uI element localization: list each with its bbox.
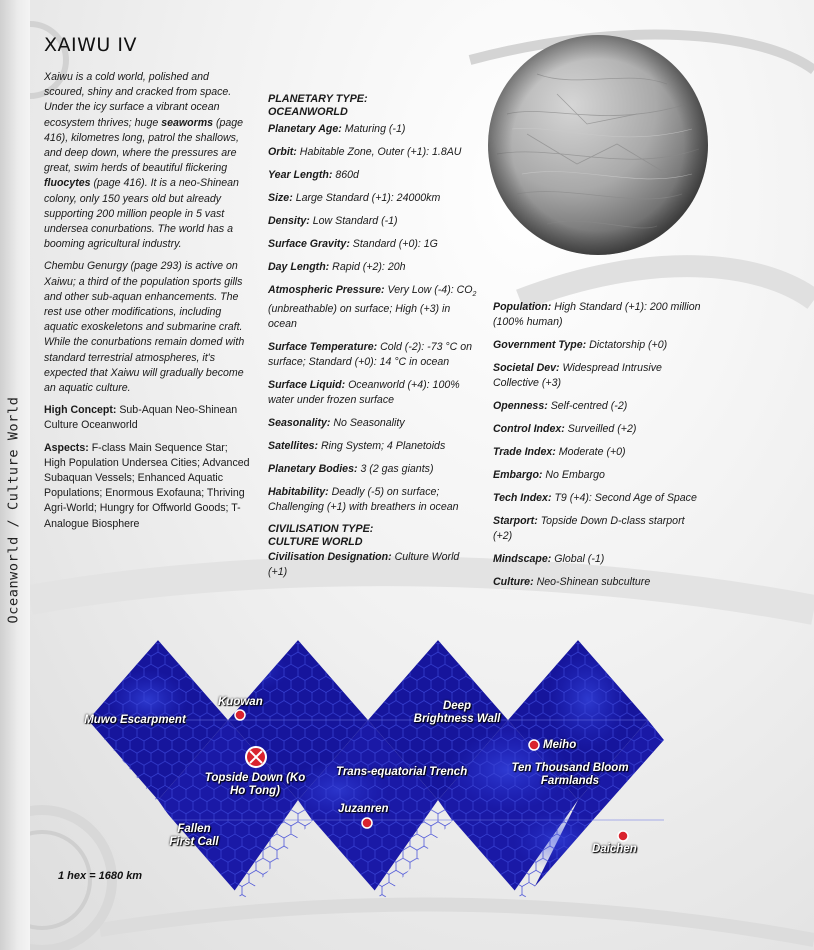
fluocytes-term: fluocytes: [44, 177, 91, 190]
map-label-trench: Trans-equatorial Trench: [336, 766, 468, 778]
stat-planetary-bodies: Planetary Bodies: 3 (2 gas giants): [268, 463, 434, 476]
stat-culture: Culture: Neo-Shinean subculture: [493, 576, 651, 588]
juzanren-marker: [362, 818, 372, 828]
civilisation-type-heading: CIVILISATION TYPE: CULTURE WORLD: [268, 523, 374, 548]
stat-satellites: Satellites: Ring System; 4 Planetoids: [268, 440, 446, 453]
stat-size: Size: Large Standard (+1): 24000km: [268, 192, 441, 204]
high-concept: High Concept: Sub-Aquan Neo-Shinean Culture Oceanworld: [44, 404, 238, 432]
stat-government-type: Government Type: Dictatorship (+0): [493, 339, 668, 351]
sidebar-category-label: Oceanworld / Culture World: [5, 396, 22, 624]
stat-population: Population: High Standard (+1): 200 million (100% human): [493, 301, 701, 328]
stat-density: Density: Low Standard (-1): [268, 215, 398, 227]
stat-planetary-age: Planetary Age: Maturing (-1): [268, 123, 406, 135]
stat-tech-index: Tech Index: T9 (+4): Second Age of Space: [493, 492, 697, 504]
stat-surface-temperature: Surface Temperature: Cold (-2): -73 °C on surface; Standard (+0): 14 °C in ocean: [268, 341, 473, 369]
planetary-type-heading: PLANETARY TYPE: OCEANWORLD: [268, 93, 368, 118]
meiho-marker: [529, 740, 539, 750]
map-label-kuowan: Kuowan: [218, 696, 263, 708]
map-label-fallen-first-call: Fallen First Call: [169, 823, 219, 848]
map-label-daichen: Daichen: [592, 843, 637, 855]
stat-control-index: Control Index: Surveilled (+2): [493, 423, 637, 435]
stat-habitability: Habitability: Deadly (-5) on surface; Challenging (+1) with breathers in ocean: [268, 486, 459, 514]
daichen-marker: [618, 831, 628, 841]
intro-paragraph: Xaiwu is a cold world, polished and scoured, shiny and cracked from space. Under the icy surface a vibrant ocean ecosystem thrives; huge seaworms (page 416), kilometres long, patrol the shallows, and deep down, where the pressures are great, swim herds of beautiful flickering fluocytes (page 416). It is a neo-Shinean colony, only 150 years old but already supporting 200 million people in 5 vast undersea conurbations. The world has a booming agricultural industry.: [44, 71, 244, 251]
stat-orbit: Orbit: Habitable Zone, Outer (+1): 1.8AU: [268, 146, 462, 158]
map-label-meiho: Meiho: [543, 739, 577, 751]
stat-seasonality: Seasonality: No Seasonality: [268, 417, 405, 430]
stat-starport: Starport: Topside Down D-class starport (+2): [493, 515, 685, 542]
kuowan-marker: [235, 710, 245, 720]
stat-surface-gravity: Surface Gravity: Standard (+0): 1G: [268, 238, 438, 250]
page-title: XAIWU IV: [44, 34, 137, 56]
civilisation-stats-column: [493, 300, 705, 598]
stat-trade-index: Trade Index: Moderate (+0): [493, 446, 626, 458]
planetary-stats-column: [268, 93, 480, 588]
aspects: Aspects: F-class Main Sequence Star; High Population Undersea Cities; Advanced Subaquan Vessels; Enhanced Aquatic Populations; Enormous Exofauna; Thriving Agri-World; Hungry for Offworld Goods; T-Analogue Biosphere: [44, 441, 250, 530]
map-label-juzanren: Juzanren: [338, 803, 389, 815]
stat-surface-liquid: Surface Liquid: Oceanworld (+4): 100% water under frozen surface: [268, 379, 460, 407]
map-label-topside-down: Topside Down (Ko Ho Tong): [204, 772, 306, 797]
map-label-muwo: Muwo Escarpment: [84, 714, 186, 726]
starport-marker-icon: [246, 747, 266, 767]
description-column: [44, 70, 250, 539]
planet-globe-image: [487, 34, 709, 256]
map-scale-label: 1 hex = 1680 km: [58, 870, 143, 882]
genurgy-paragraph: Chembu Genurgy (page 293) is active on Xaiwu; a third of the population sports gills and other sub-aquan enhancements. The rest use other modifications, including aquatic exoskeletons and submarine craft. While the conurbations remain domed with standard terrestrial atmospheres, it's expected that Xaiwu will gradually become an aquatic culture.: [44, 260, 245, 395]
stat-openness: Openness: Self-centred (-2): [493, 400, 628, 412]
stat-embargo: Embargo: No Embargo: [493, 469, 605, 481]
stat-civilisation-designation: Civilisation Designation: Culture World (+1): [268, 551, 460, 579]
map-label-ten-thousand: Ten Thousand Bloom Farmlands: [511, 762, 629, 787]
stat-societal-dev: Societal Dev: Widespread Intrusive Collective (+3): [493, 362, 662, 389]
seaworms-term: seaworms: [161, 116, 214, 129]
stat-year-length: Year Length: 860d: [268, 169, 359, 181]
stat-day-length: Day Length: Rapid (+2): 20h: [268, 261, 406, 273]
map-label-deep-brightness: Deep Brightness Wall: [413, 700, 501, 725]
stat-atmospheric-pressure: Atmospheric Pressure: Very Low (-4): $CO_2$ (unbreathable) on surface; High (+3) in ocean: [268, 284, 477, 331]
stat-mindscape: Mindscape: Global (-1): [493, 553, 605, 565]
